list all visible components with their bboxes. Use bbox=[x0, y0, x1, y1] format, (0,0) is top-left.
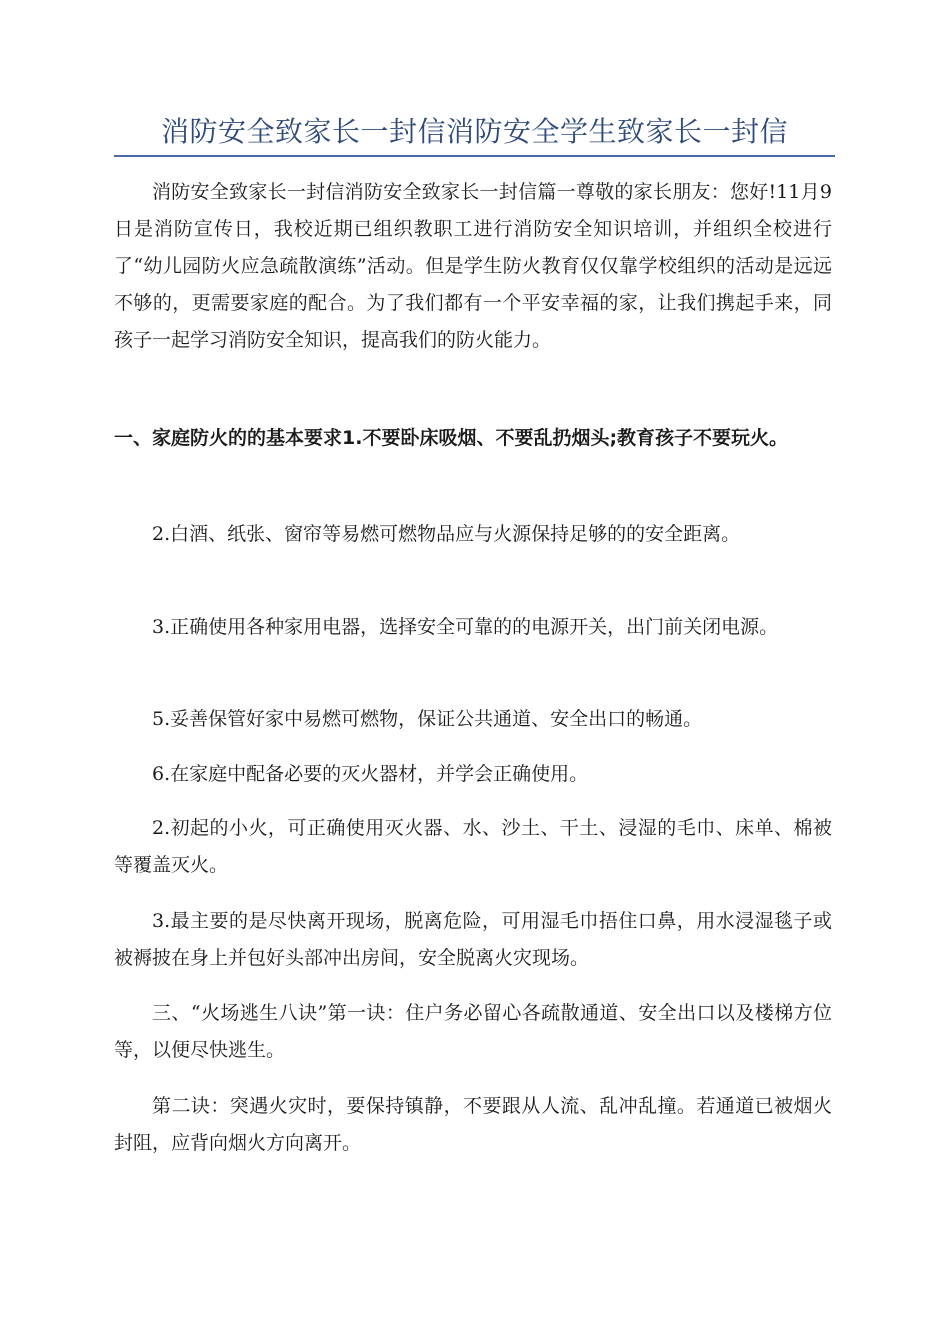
body-paragraph: 3.正确使用各种家用电器，选择安全可靠的的电源开关，出门前关闭电源。 bbox=[152, 616, 779, 638]
section-heading-paragraph: 一、家庭防火的的基本要求1.不要卧床吸烟、不要乱扔烟头;教育孩子不要玩火。 bbox=[114, 427, 789, 449]
body-paragraph: 6.在家庭中配备必要的灭火器材，并学会正确使用。 bbox=[152, 763, 589, 785]
document-title: 消防安全致家长一封信消防安全学生致家长一封信 bbox=[160, 115, 788, 148]
body-paragraph: 2.初起的小火，可正确使用灭火器、水、沙土、干土、浸湿的毛巾、床单、棉被等覆盖灭火。 bbox=[114, 817, 832, 876]
body-paragraph: 2.白酒、纸张、窗帘等易燃可燃物品应与火源保持足够的的安全距离。 bbox=[152, 523, 741, 545]
body-paragraph: 三、“火场逃生八诀”第一诀：住户务必留心各疏散通道、安全出口以及楼梯方位等，以便尽快逃生。 bbox=[114, 1002, 832, 1061]
title-underline bbox=[114, 155, 835, 157]
body-paragraph: 第二诀：突遇火灾时，要保持镇静，不要跟从人流、乱冲乱撞。若通道已被烟火封阻，应背向烟火方向离开。 bbox=[114, 1095, 832, 1154]
intro-paragraph: 消防安全致家长一封信消防安全致家长一封信篇一尊敬的家长朋友：您好!11月9日是消防宣传日，我校近期已组织教职工进行消防安全知识培训，并组织全校进行了“幼儿园防火应急疏散演练”活动。但是学生防火教育仅仅靠学校组织的活动是远远不够的，更需要家庭的配合。为了我们都有一个平安幸福的家，让我们携起手来，同孩子一起学习消防安全知识，提高我们的防火能力。 bbox=[114, 181, 832, 351]
body-paragraph: 3.最主要的是尽快离开现场，脱离危险，可用湿毛巾捂住口鼻，用水浸湿毯子或被褥披在身上并包好头部冲出房间，安全脱离火灾现场。 bbox=[114, 910, 832, 969]
body-paragraph: 5.妥善保管好家中易燃可燃物，保证公共通道、安全出口的畅通。 bbox=[152, 708, 703, 730]
